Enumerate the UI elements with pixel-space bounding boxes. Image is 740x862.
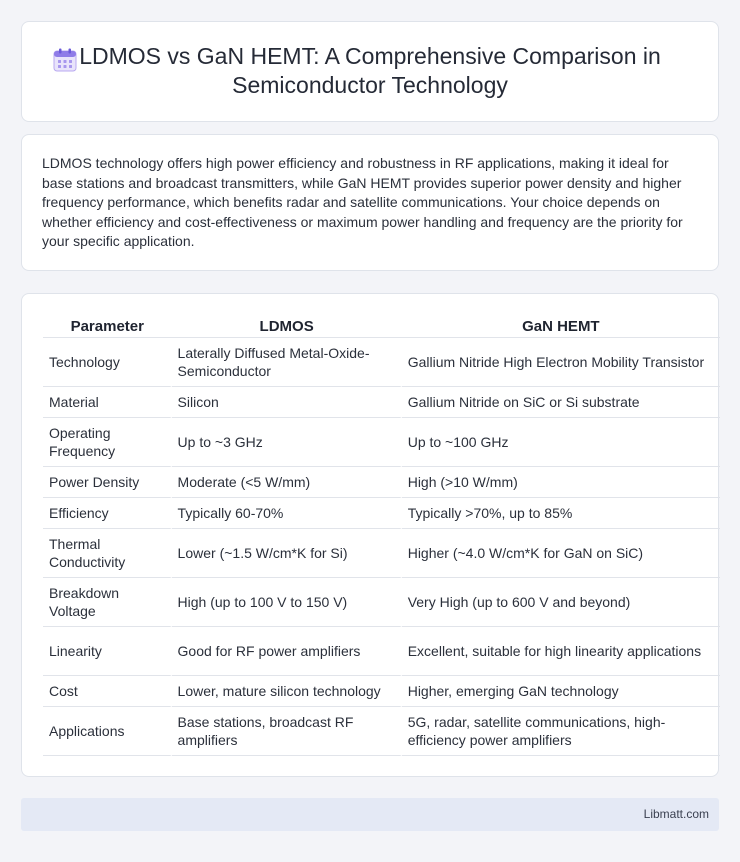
table-row bbox=[43, 627, 720, 676]
table-row bbox=[43, 418, 720, 467]
gan-cell: High (>10 W/mm) bbox=[402, 467, 720, 498]
ldmos-cell: Silicon bbox=[172, 387, 402, 418]
footer bbox=[21, 798, 719, 831]
parameter-cell: Linearity bbox=[43, 627, 172, 676]
parameter-cell: Breakdown Voltage bbox=[43, 578, 172, 627]
ldmos-cell: Typically 60-70% bbox=[172, 498, 402, 529]
header-ldmos: LDMOS bbox=[172, 316, 402, 338]
parameter-cell: Cost bbox=[43, 676, 172, 707]
footer-brand-link[interactable]: Libmatt.com bbox=[643, 807, 709, 821]
summary-text: LDMOS technology offers high power efficiency and robustness in RF applications, making it ideal for base stations and broadcast transmitters, while GaN HEMT provides superior power density and higher frequency performance, which benefits radar and satellite communications. Your choice depends on whether efficiency and cost-effectiveness or maximum power handling and frequency are the priority for your specific application. bbox=[42, 155, 683, 249]
gan-cell: Higher (~4.0 W/cm*K for GaN on SiC) bbox=[402, 529, 720, 578]
comparison-card bbox=[21, 293, 719, 777]
ldmos-cell: Up to ~3 GHz bbox=[172, 418, 402, 467]
title-card bbox=[21, 21, 719, 122]
table-header-row bbox=[43, 316, 720, 338]
gan-cell: Very High (up to 600 V and beyond) bbox=[402, 578, 720, 627]
parameter-cell: Operating Frequency bbox=[43, 418, 172, 467]
ldmos-cell: Base stations, broadcast RF amplifiers bbox=[172, 707, 402, 756]
gan-cell: Typically >70%, up to 85% bbox=[402, 498, 720, 529]
parameter-cell: Thermal Conductivity bbox=[43, 529, 172, 578]
table-row bbox=[43, 467, 720, 498]
ldmos-cell: Moderate (<5 W/mm) bbox=[172, 467, 402, 498]
gan-cell: Excellent, suitable for high linearity applications bbox=[402, 627, 720, 676]
gan-cell: 5G, radar, satellite communications, high-efficiency power amplifiers bbox=[402, 707, 720, 756]
page-title: LDMOS vs GaN HEMT: A Comprehensive Comparison in Semiconductor Technology bbox=[79, 43, 661, 98]
ldmos-cell: Good for RF power amplifiers bbox=[172, 627, 402, 676]
header-parameter: Parameter bbox=[43, 316, 172, 338]
parameter-cell: Efficiency bbox=[43, 498, 172, 529]
ldmos-cell: Lower, mature silicon technology bbox=[172, 676, 402, 707]
parameter-cell: Technology bbox=[43, 338, 172, 387]
table-row bbox=[43, 529, 720, 578]
header-gan-hemt: GaN HEMT bbox=[402, 316, 720, 338]
parameter-cell: Power Density bbox=[43, 467, 172, 498]
table-row bbox=[43, 707, 720, 756]
gan-cell: Gallium Nitride High Electron Mobility Transistor bbox=[402, 338, 720, 387]
parameter-cell: Material bbox=[43, 387, 172, 418]
ldmos-cell: Laterally Diffused Metal-Oxide-Semiconductor bbox=[172, 338, 402, 387]
comparison-table bbox=[43, 316, 720, 756]
summary-card bbox=[21, 134, 719, 271]
gan-cell: Gallium Nitride on SiC or Si substrate bbox=[402, 387, 720, 418]
table-row bbox=[43, 338, 720, 387]
table-row bbox=[43, 578, 720, 627]
parameter-cell: Applications bbox=[43, 707, 172, 756]
table-row bbox=[43, 676, 720, 707]
table-row bbox=[43, 498, 720, 529]
gan-cell: Up to ~100 GHz bbox=[402, 418, 720, 467]
ldmos-cell: High (up to 100 V to 150 V) bbox=[172, 578, 402, 627]
ldmos-cell: Lower (~1.5 W/cm*K for Si) bbox=[172, 529, 402, 578]
table-row bbox=[43, 387, 720, 418]
gan-cell: Higher, emerging GaN technology bbox=[402, 676, 720, 707]
